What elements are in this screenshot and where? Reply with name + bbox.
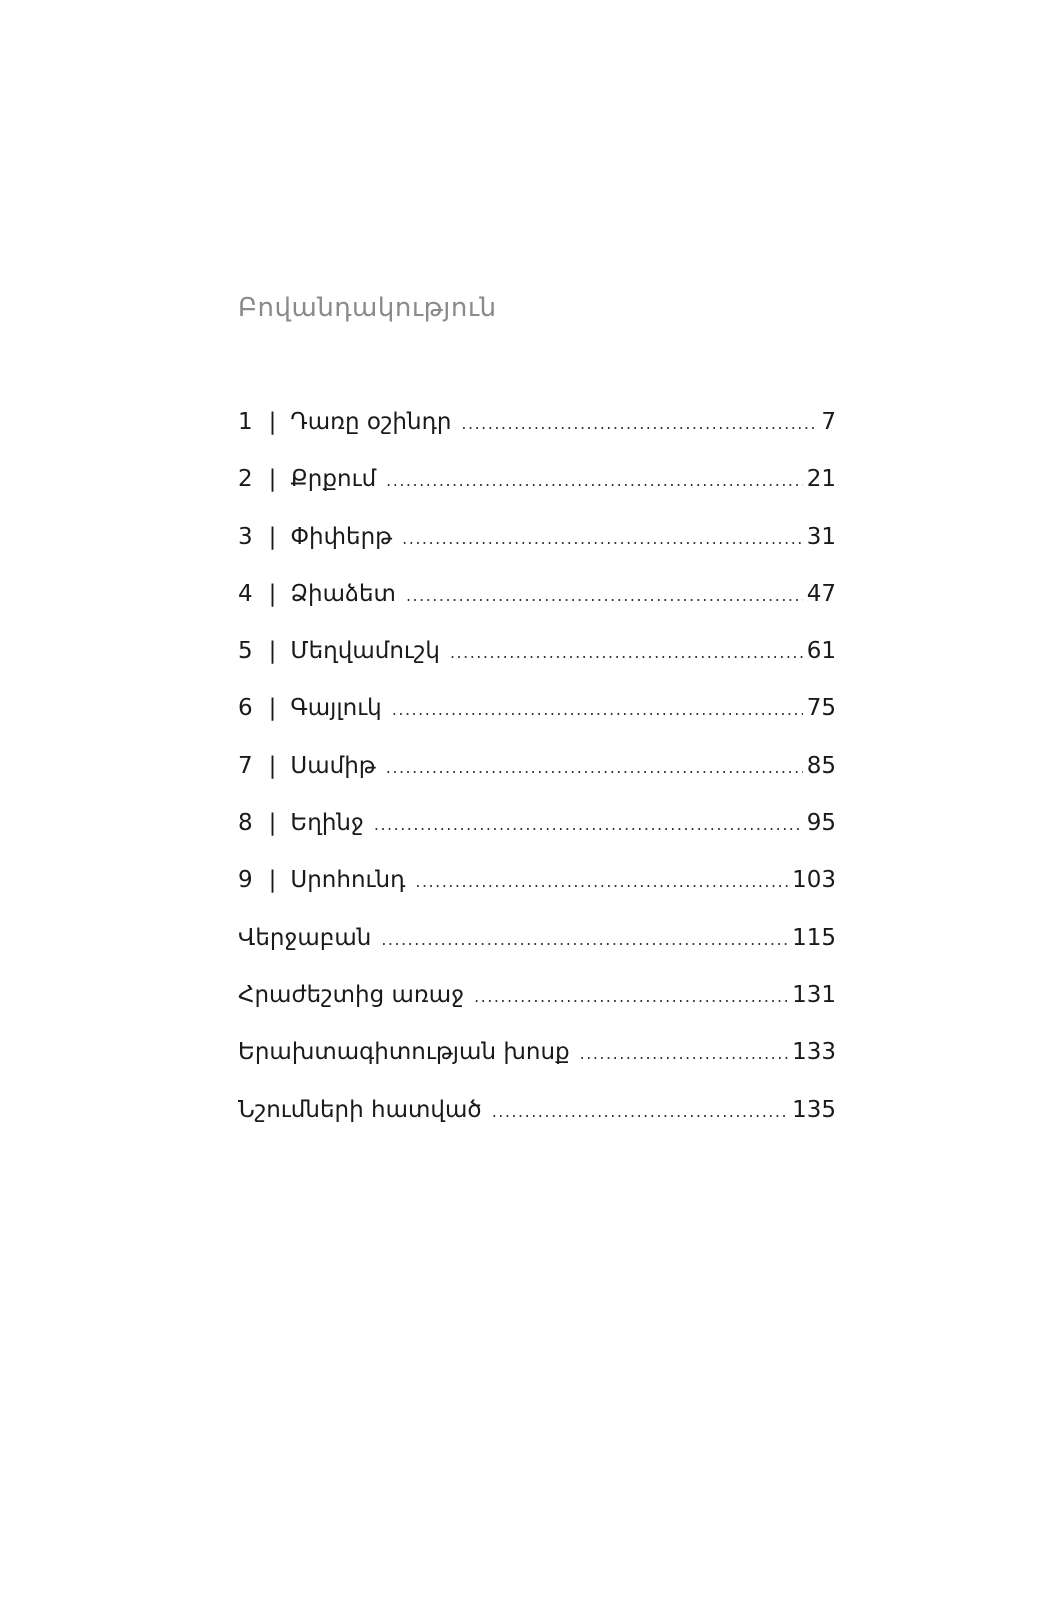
entry-number: 6 <box>238 695 253 722</box>
dot-leader <box>374 807 803 843</box>
entry-separator: | <box>268 810 277 837</box>
entry-page-number: 115 <box>792 924 836 951</box>
toc-entry-6[interactable] <box>238 690 836 747</box>
entry-page-number: 75 <box>806 695 836 722</box>
toc-entry-5[interactable] <box>238 633 836 690</box>
entry-separator: | <box>268 695 277 722</box>
entry-title: Դառը օշինդր <box>290 409 452 435</box>
entry-title: Վերջաբան <box>238 924 372 951</box>
entry-separator: | <box>268 752 277 779</box>
toc-entry-acknowledgements[interactable] <box>238 1034 836 1091</box>
entry-separator: | <box>268 409 277 435</box>
toc-entry-1[interactable] <box>238 404 836 461</box>
entry-page-number: 31 <box>806 523 836 550</box>
dot-leader <box>415 864 788 900</box>
entry-number: 7 <box>238 752 253 779</box>
entry-page-number: 47 <box>806 580 836 607</box>
dot-leader <box>386 463 803 499</box>
toc-entry-epilogue[interactable] <box>238 920 836 977</box>
entry-title: Գայլուկ <box>290 695 382 722</box>
entry-number: 5 <box>238 638 253 665</box>
dot-leader <box>474 979 788 1015</box>
toc-heading: Բովանդակություն <box>238 293 497 323</box>
entry-title: Մեղվամուշկ <box>290 638 440 665</box>
entry-title: Եղինջ <box>290 810 364 837</box>
toc-entry-3[interactable] <box>238 519 836 576</box>
toc-list <box>238 404 836 1149</box>
entry-page-number: 131 <box>792 981 836 1008</box>
entry-separator: | <box>268 867 277 894</box>
entry-number: 3 <box>238 523 253 550</box>
toc-entry-notes[interactable] <box>238 1092 836 1149</box>
dot-leader <box>392 692 803 728</box>
entry-title: Ձիաձետ <box>290 580 396 607</box>
entry-page-number: 21 <box>806 466 836 493</box>
entry-page-number: 103 <box>792 867 836 894</box>
entry-title: Երախտագիտության խոսք <box>238 1039 570 1066</box>
dot-leader <box>461 406 817 442</box>
dot-leader <box>402 521 803 557</box>
entry-title: Քրքում <box>290 466 377 493</box>
entry-separator: | <box>268 638 277 665</box>
entry-page-number: 7 <box>821 409 836 435</box>
entry-title: Սրոհունդ <box>290 867 406 894</box>
entry-number: 1 <box>238 409 253 435</box>
toc-entry-farewell[interactable] <box>238 977 836 1034</box>
entry-title: Փիփերթ <box>290 523 393 550</box>
entry-page-number: 61 <box>806 638 836 665</box>
entry-separator: | <box>268 580 277 607</box>
entry-title: Սամիթ <box>290 752 376 779</box>
dot-leader <box>450 635 803 671</box>
entry-title: Նշումների հատված <box>238 1096 482 1123</box>
entry-number: 2 <box>238 466 253 493</box>
toc-entry-7[interactable] <box>238 748 836 805</box>
toc-entry-4[interactable] <box>238 576 836 633</box>
toc-entry-2[interactable] <box>238 461 836 518</box>
entry-number: 8 <box>238 810 253 837</box>
entry-title: Հրաժեշտից առաջ <box>238 981 465 1008</box>
entry-page-number: 133 <box>792 1039 836 1066</box>
dot-leader <box>580 1036 788 1072</box>
dot-leader <box>492 1094 788 1130</box>
entry-page-number: 135 <box>792 1096 836 1123</box>
entry-number: 4 <box>238 580 253 607</box>
dot-leader <box>406 578 803 614</box>
entry-separator: | <box>268 523 277 550</box>
toc-entry-9[interactable] <box>238 862 836 919</box>
entry-page-number: 95 <box>806 810 836 837</box>
entry-separator: | <box>268 466 277 493</box>
entry-number: 9 <box>238 867 253 894</box>
toc-entry-8[interactable] <box>238 805 836 862</box>
entry-page-number: 85 <box>806 752 836 779</box>
dot-leader <box>381 922 788 958</box>
dot-leader <box>386 750 803 786</box>
